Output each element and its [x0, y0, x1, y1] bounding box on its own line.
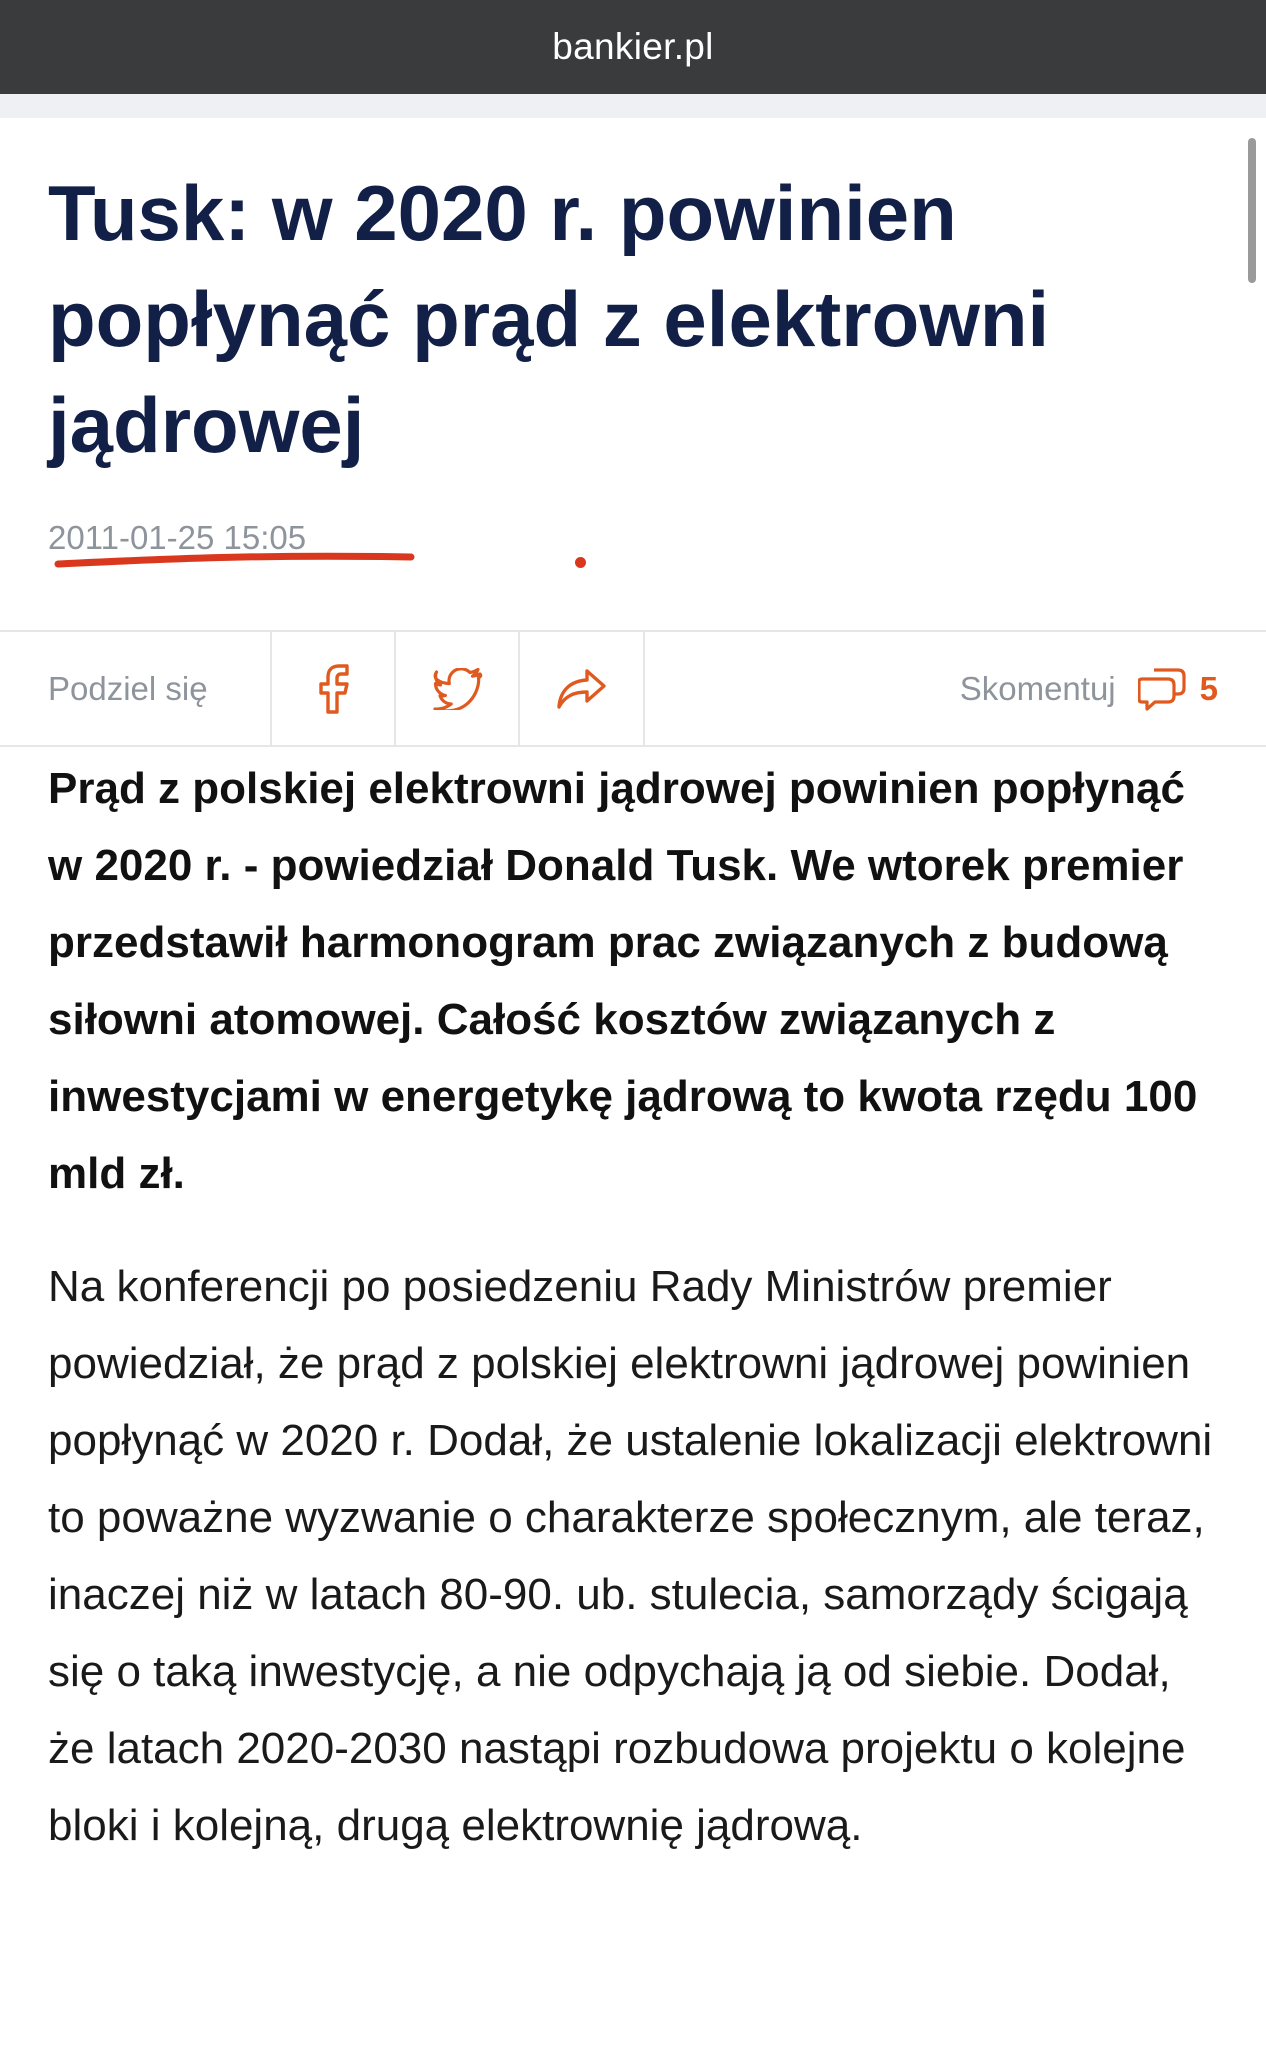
red-dot-annotation: [575, 557, 586, 568]
comment-label[interactable]: Skomentuj: [959, 669, 1116, 707]
comment-button[interactable]: [960, 632, 1218, 745]
article-lead: Prąd z polskiej elektrowni jądrowej powinien popłynąć w 2020 r. - powiedział Donald Tusk. We wtorek premier przedstawił harmonogram prac związanych z budową siłowni atomowej. Całość kosztów związanych z inwestycjami w energetykę jądrową to kwota rzędu 100 mld zł.: [48, 764, 1198, 1198]
comment-bubbles-icon: [1138, 667, 1192, 711]
scrollbar[interactable]: [1248, 138, 1256, 283]
share-bar: [0, 630, 1266, 747]
share-label: Podziel się: [48, 670, 208, 707]
red-underline-annotation: [54, 548, 424, 570]
article-body: Na konferencji po posiedzeniu Rady Ministrów premier powiedział, że prąd z polskiej elektrowni jądrowej powinien popłynąć w 2020 r. Dodał, że ustalenie lokalizacji elektrowni to poważne wyzwanie o charakterze społecznym, ale teraz, inaczej niż w latach 80-90. ub. stulecia, samorządy ścigają się o taką inwestycję, a nie odpychają ją od siebie. Dodał, że latach 2020-2030 nastąpi rozbudowa projektu o kolejne bloki i kolejną, drugą elektrownię jądrową.: [48, 1262, 1213, 1850]
share-more-button[interactable]: [518, 632, 644, 745]
article-title: Tusk: w 2020 r. powinien popłynąć prąd z elektrowni jądrowej: [48, 169, 1050, 469]
facebook-share-button[interactable]: [270, 632, 396, 745]
browser-url-bar[interactable]: [0, 0, 1266, 94]
url-text[interactable]: bankier.pl: [552, 26, 714, 67]
twitter-share-button[interactable]: [394, 632, 520, 745]
share-divider: [643, 632, 645, 745]
twitter-icon: [433, 668, 483, 710]
facebook-icon: [314, 663, 354, 715]
page-top-gap: [0, 94, 1266, 118]
share-arrow-icon: [556, 667, 608, 711]
comment-count[interactable]: 5: [1199, 669, 1218, 707]
article-date: 2011-01-25 15:05: [48, 519, 307, 556]
